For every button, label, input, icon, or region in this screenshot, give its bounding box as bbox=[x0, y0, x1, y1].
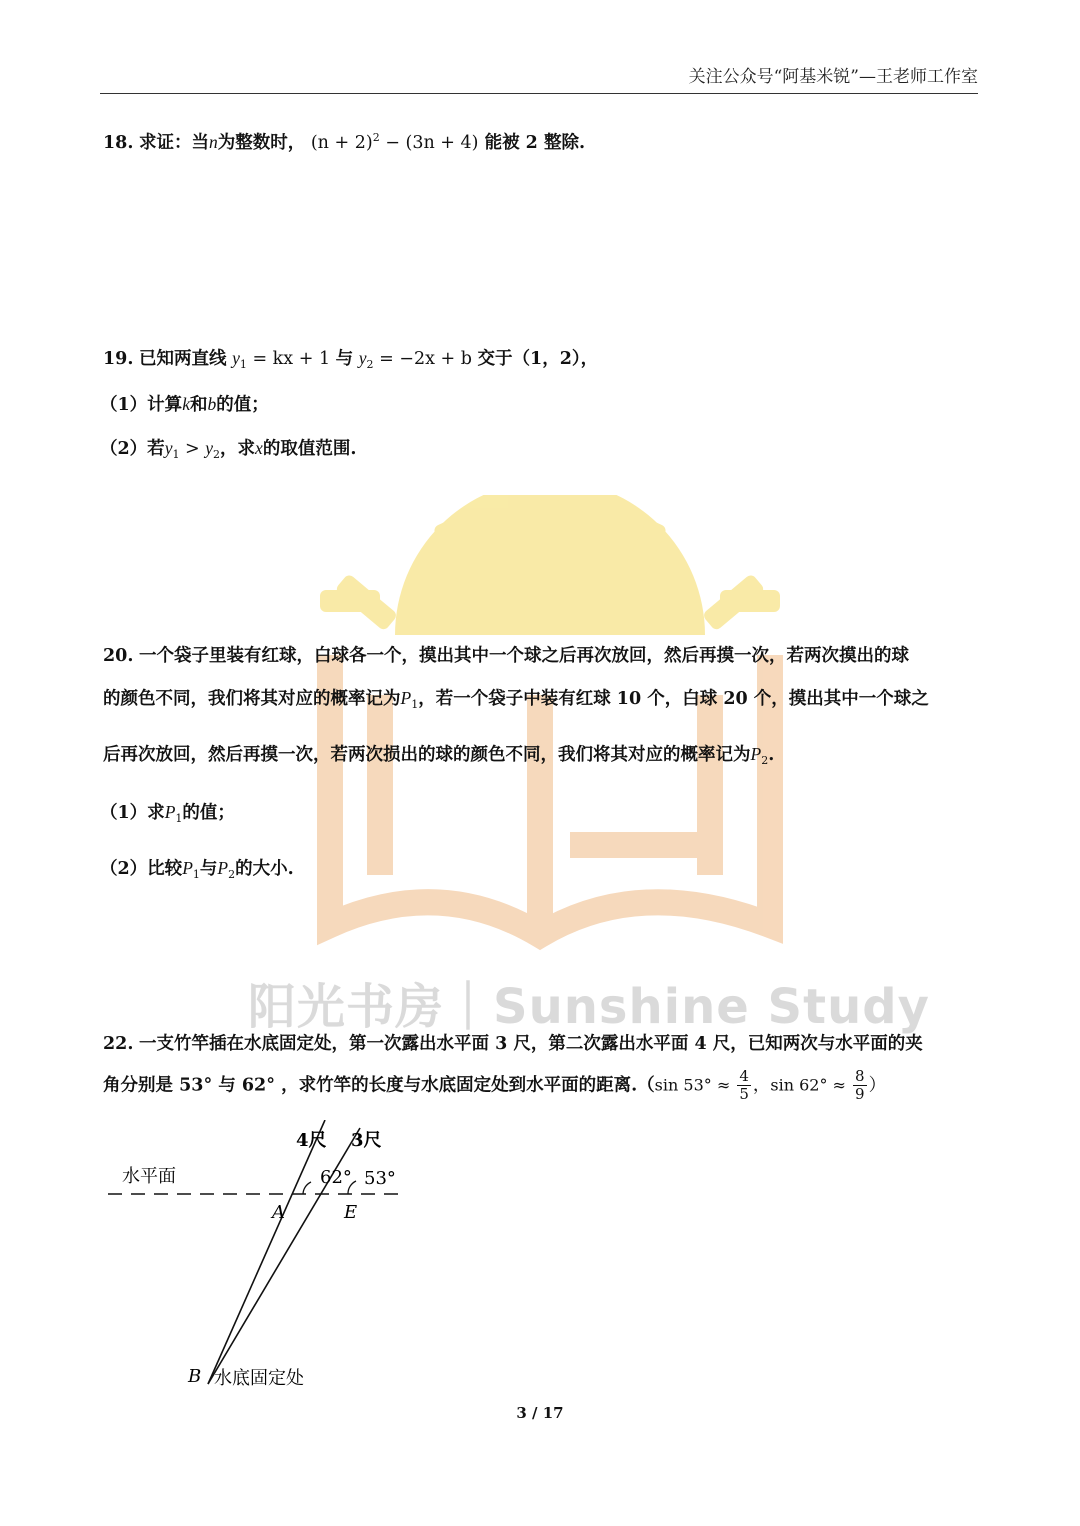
question-20-part-2: （2）比较$P_1$与$P_2$的大小. bbox=[100, 858, 294, 881]
bamboo-pole-diagram bbox=[100, 1120, 420, 1400]
label-point-e: E bbox=[344, 1202, 358, 1223]
question-19-part-1: （1）计算k和b的值； bbox=[100, 394, 269, 415]
page-header: 关注公众号“阿基米锐”—王老师工作室 bbox=[100, 62, 978, 94]
label-water-surface: 水平面 bbox=[122, 1166, 176, 1187]
label-4chi: 4尺 bbox=[296, 1130, 327, 1151]
fraction-4-5: $\frac{4}{5}$ bbox=[739, 1067, 749, 1104]
label-point-b: B bbox=[188, 1366, 202, 1387]
question-number: 18. bbox=[103, 133, 134, 153]
equation-1: $y_1$ = kx + 1 bbox=[232, 348, 336, 371]
question-22-line-2: 角分别是 53° 与 62° ，求竹竿的长度与水底固定处到水平面的距离.（sin 53° ≈ $\frac{4}{5}$ ，sin 62° ≈ $\frac{8}{9}$ ） bbox=[103, 1067, 887, 1104]
label-angle-62: 62° bbox=[320, 1167, 352, 1188]
question-22: 22. 一支竹竿插在水底固定处，第一次露出水平面 3 尺，第二次露出水平面 4 尺，已知两次与水平面的夹 bbox=[103, 1034, 923, 1054]
question-20-line-2: 的颜色不同，我们将其对应的概率记为$P_1$，若一个袋子中装有红球 10 个，白球 20 个，摸出其中一个球之 bbox=[103, 688, 929, 711]
question-number: 20. bbox=[103, 646, 134, 666]
question-19: 19. 已知两直线 $y_1$ = kx + 1 与 $y_2 = -2x + b$ 交于（1，2）， bbox=[103, 348, 599, 371]
angle-arc-62 bbox=[303, 1182, 311, 1194]
question-18: 18. 求证：当n为整数时， $(n + 2)^2 - (3n + 4)$ 能被 2 整除. bbox=[103, 131, 586, 153]
question-20-part-1: （1）求$P_1$的值； bbox=[100, 802, 235, 825]
label-point-a: A bbox=[272, 1202, 285, 1223]
question-19-part-2: （2）若$y_1 > y_2$，求x的取值范围. bbox=[100, 438, 357, 461]
question-20: 20. 一个袋子里装有红球，白球各一个，摸出其中一个球之后再次放回，然后再摸一次，若两次摸出的球 bbox=[103, 646, 910, 666]
label-riverbed: 水底固定处 bbox=[214, 1368, 304, 1389]
pole-line-1 bbox=[208, 1120, 325, 1384]
fraction-8-9: $\frac{8}{9}$ bbox=[855, 1067, 865, 1104]
watermark-text: 阳光书房｜Sunshine Study bbox=[248, 979, 930, 1035]
question-number: 22. bbox=[103, 1034, 134, 1054]
sun-icon bbox=[320, 495, 780, 635]
math-expression: $(n + 2)^2 - (3n + 4)$ bbox=[310, 131, 479, 153]
page-number: 3 / 17 bbox=[516, 1404, 564, 1422]
label-3chi: 3尺 bbox=[351, 1130, 382, 1151]
question-20-line-3: 后再次放回，然后再摸一次，若两次损出的球的颜色不同，我们将其对应的概率记为$P_2$. bbox=[103, 744, 775, 767]
label-angle-53: 53° bbox=[364, 1168, 396, 1189]
equation-2: $y_2 = -2x + b$ bbox=[358, 348, 478, 371]
question-number: 19. bbox=[103, 349, 134, 369]
